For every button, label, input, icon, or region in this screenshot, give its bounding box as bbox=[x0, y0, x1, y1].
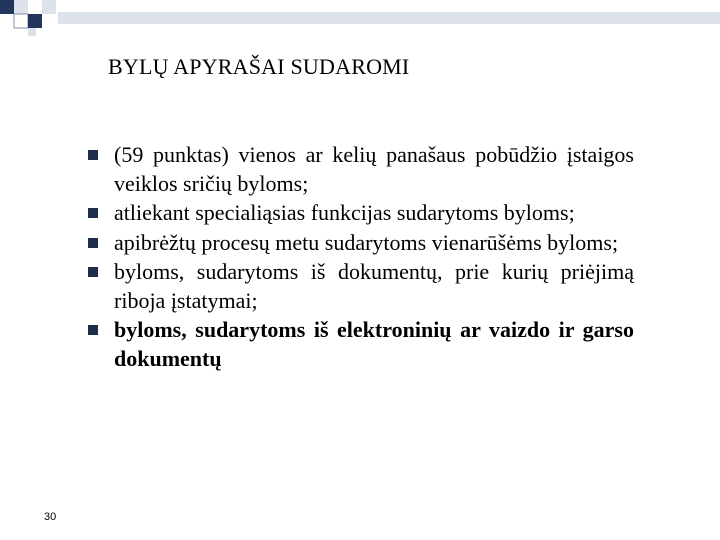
square-bullet-icon bbox=[88, 208, 98, 218]
list-item bbox=[86, 199, 634, 228]
bullet-text: byloms, sudarytoms iš dokumentų, prie kurių priėjimą riboja įstatymai; bbox=[114, 259, 634, 313]
decorative-header-pattern bbox=[0, 0, 720, 40]
bullet-text: atliekant specialiąsias funkcijas sudarytoms byloms; bbox=[114, 200, 575, 225]
bullet-text: apibrėžtų procesų metu sudarytoms vienarūšėms byloms; bbox=[114, 229, 619, 255]
bullet-list bbox=[86, 141, 634, 374]
square-bullet-icon bbox=[88, 238, 98, 248]
square-bullet-icon bbox=[88, 267, 98, 277]
bullet-text: byloms, sudarytoms iš elektroninių ar vaizdo ir garso dokumentų bbox=[114, 317, 634, 371]
list-item bbox=[86, 258, 634, 315]
square-bullet-icon bbox=[88, 325, 98, 335]
list-item bbox=[86, 141, 634, 198]
list-item bbox=[86, 316, 634, 373]
list-item bbox=[86, 229, 634, 258]
bullet-text: (59 punktas) vienos ar kelių panašaus pobūdžio įstaigos veiklos sričių byloms; bbox=[114, 142, 634, 196]
square-bullet-icon bbox=[88, 150, 98, 160]
slide-title: BYLŲ APYRAŠAI SUDAROMI bbox=[108, 54, 410, 79]
page-number: 30 bbox=[44, 511, 57, 523]
